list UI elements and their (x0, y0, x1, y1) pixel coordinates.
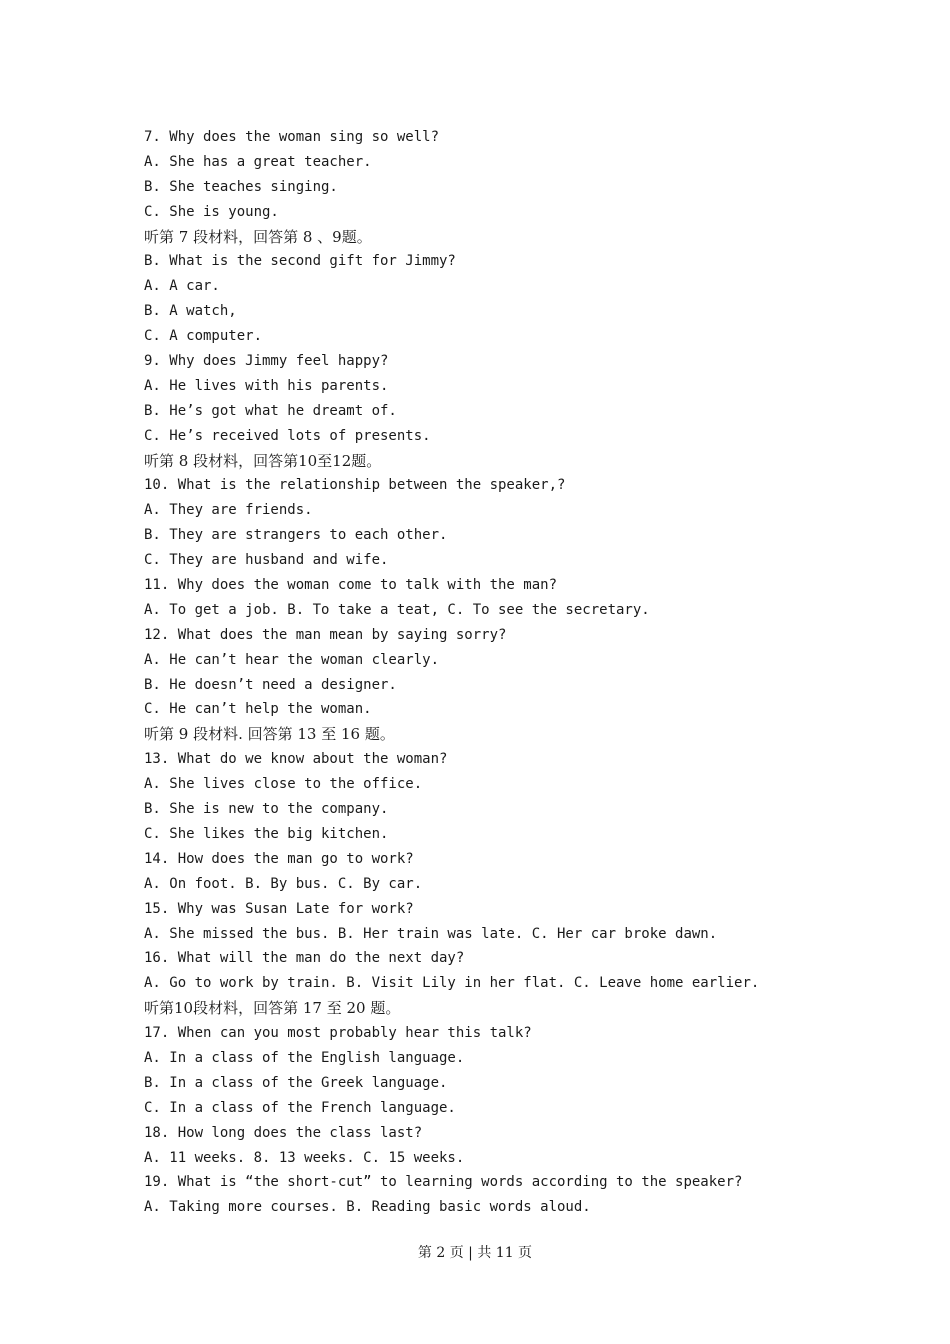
question-15: 15. Why was Susan Late for work? (144, 900, 414, 917)
option-17c: C. In a class of the French language. (144, 1099, 456, 1116)
option-12b: B. He doesn’t need a designer. (144, 676, 397, 693)
option-7a: A. She has a great teacher. (144, 153, 372, 170)
options-19: A. Taking more courses. B. Reading basic words aloud. (144, 1199, 591, 1216)
option-9b: B. He’s got what he dreamt of. (144, 402, 397, 419)
options-16: A. Go to work by train. B. Visit Lily in her flat. C. Leave home earlier. (144, 975, 760, 992)
option-12a: A. He can’t hear the woman clearly. (144, 651, 440, 668)
question-18: 18. How long does the class last? (144, 1124, 423, 1141)
question-10: 10. What is the relationship between the speaker,? (144, 477, 566, 494)
option-7b: B. She teaches singing. (144, 178, 338, 195)
option-8c: C. A computer. (144, 328, 263, 345)
option-17a: A. In a class of the English language. (144, 1049, 465, 1066)
option-8a: A. A car. (144, 278, 220, 295)
options-15: A. She missed the bus. B. Her train was late. C. Her car broke dawn. (144, 925, 718, 942)
option-8b: B. A watch, (144, 303, 237, 320)
option-9c: C. He’s received lots of presents. (144, 427, 431, 444)
option-13a: A. She lives close to the office. (144, 776, 423, 793)
page-number-footer: 第 2 页 | 共 11 页 (417, 1245, 533, 1261)
option-13c: C. She likes the big kitchen. (144, 825, 389, 842)
option-10b: B. They are strangers to each other. (144, 527, 448, 544)
question-17: 17. When can you most probably hear this talk? (144, 1025, 532, 1042)
question-9: 9. Why does Jimmy feel happy? (144, 353, 389, 370)
option-13b: B. She is new to the company. (144, 801, 389, 818)
options-11: A. To get a job. B. To take a teat, C. To see the secretary. (144, 601, 650, 618)
section-heading-9: 听第 9 段材料. 回答第 13 至 16 题。 (144, 725, 395, 744)
question-14: 14. How does the man go to work? (144, 850, 414, 867)
option-7c: C. She is young. (144, 203, 279, 220)
section-heading-10: 听第10段材料，回答第 17 至 20 题。 (144, 999, 401, 1018)
options-18: A. 11 weeks. 8. 13 weeks. C. 15 weeks. (144, 1149, 465, 1166)
option-9a: A. He lives with his parents. (144, 377, 389, 394)
section-heading-7: 听第 7 段材料，回答第 8 、9题。 (144, 227, 372, 246)
page-content (144, 125, 824, 1220)
section-heading-8: 听第 8 段材料，回答第10至12题。 (144, 451, 382, 470)
option-10c: C. They are husband and wife. (144, 552, 389, 569)
question-11: 11. Why does the woman come to talk with the man? (144, 577, 558, 594)
question-7: 7. Why does the woman sing so well? (144, 129, 440, 145)
question-19: 19. What is “the short-cut” to learning words according to the speaker? (144, 1174, 743, 1191)
option-10a: A. They are friends. (144, 502, 313, 519)
question-12: 12. What does the man mean by saying sorry? (144, 626, 507, 643)
options-14: A. On foot. B. By bus. C. By car. (144, 875, 423, 892)
option-12c: C. He can’t help the woman. (144, 701, 372, 718)
question-8: B. What is the second gift for Jimmy? (144, 253, 456, 270)
option-17b: B. In a class of the Greek language. (144, 1074, 448, 1091)
question-13: 13. What do we know about the woman? (144, 751, 448, 768)
question-16: 16. What will the man do the next day? (144, 950, 465, 967)
